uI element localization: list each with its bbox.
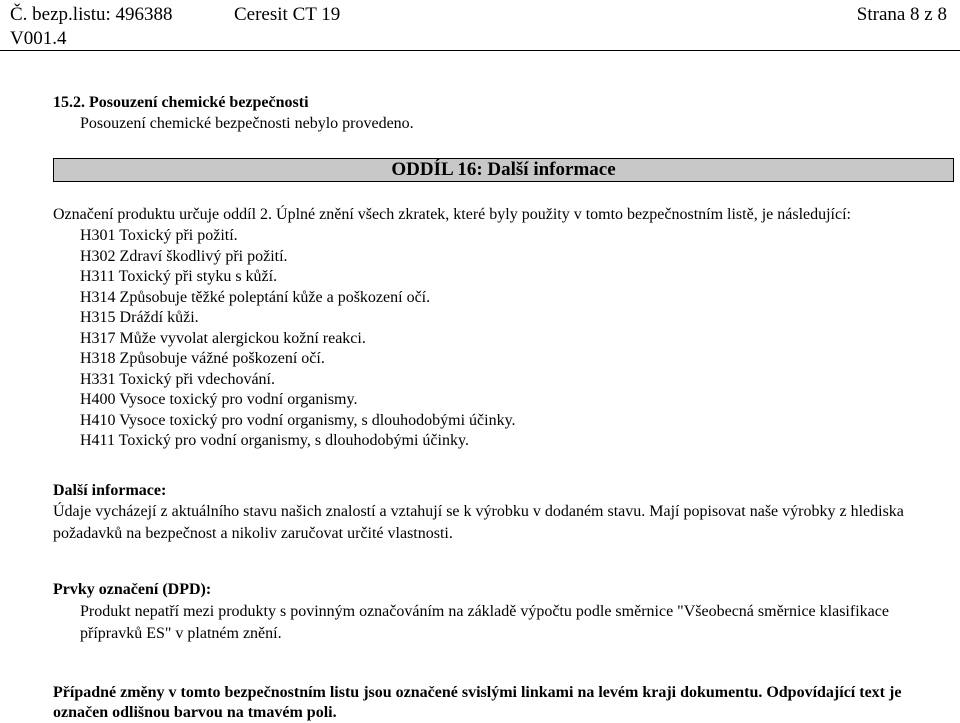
h-statement: H410 Vysoce toxický pro vodní organismy, s dlouhodobými účinky.	[80, 411, 516, 429]
further-info-text: Údaje vycházejí z aktuálního stavu našich znalostí a vztahují se k výrobku v dodaném stavu. Mají popisovat naše výrobky z hlediska požadavků na bezpečnost a nikoliv zaručovat určité vlastnosti.	[53, 503, 904, 542]
further-info-heading: Další informace:	[53, 482, 167, 499]
h-statement: H314 Způsobuje těžké poleptání kůže a poškození očí.	[80, 288, 431, 306]
h-statement: H311 Toxický při styku s kůží.	[80, 268, 278, 285]
h-statement: H317 Může vyvolat alergickou kožní reakci.	[80, 329, 366, 347]
h-statement: H318 Způsobuje vážné poškození očí.	[80, 350, 325, 367]
h-statement: H302 Zdraví škodlivý při požití.	[80, 247, 288, 265]
section-15-2-heading: 15.2. Posouzení chemické bezpečnosti	[53, 94, 309, 111]
abbreviations-intro: Označení produktu určuje oddíl 2. Úplné znění všech zkratek, které byly použity v tomto bezpečnostním listě, je následující:	[53, 206, 851, 223]
page-number: Strana 8 z 8	[856, 4, 947, 25]
h-statement: H411 Toxický pro vodní organismy, s dlouhodobými účinky.	[80, 432, 469, 449]
header-divider	[0, 50, 960, 51]
h-statement: H301 Toxický při požití.	[80, 227, 238, 244]
section-15-2-text: Posouzení chemické bezpečnosti nebylo provedeno.	[80, 115, 414, 132]
revision-note: Případné změny v tomto bezpečnostním listu jsou označené svislými linkami na levém kraji dokumentu. Odpovídající text je označen odlišnou barvou na tmavém poli.	[53, 684, 902, 721]
section-16-title: ODDÍL 16: Další informace	[53, 158, 954, 182]
dpd-heading: Prvky označení (DPD):	[53, 581, 212, 598]
version: V001.4	[10, 28, 67, 49]
product-name: Ceresit CT 19	[234, 4, 341, 25]
h-statement-list	[80, 226, 516, 452]
h-statement: H315 Dráždí kůži.	[80, 309, 199, 326]
sheet-id: Č. bezp.listu: 496388	[10, 4, 173, 25]
h-statement: H400 Vysoce toxický pro vodní organismy.	[80, 391, 358, 408]
h-statement: H331 Toxický při vdechování.	[80, 370, 275, 388]
dpd-text: Produkt nepatří mezi produkty s povinným označováním na základě výpočtu podle směrnice "Všeobecná směrnice klasifikace přípravků ES" v platném znění.	[80, 603, 889, 642]
